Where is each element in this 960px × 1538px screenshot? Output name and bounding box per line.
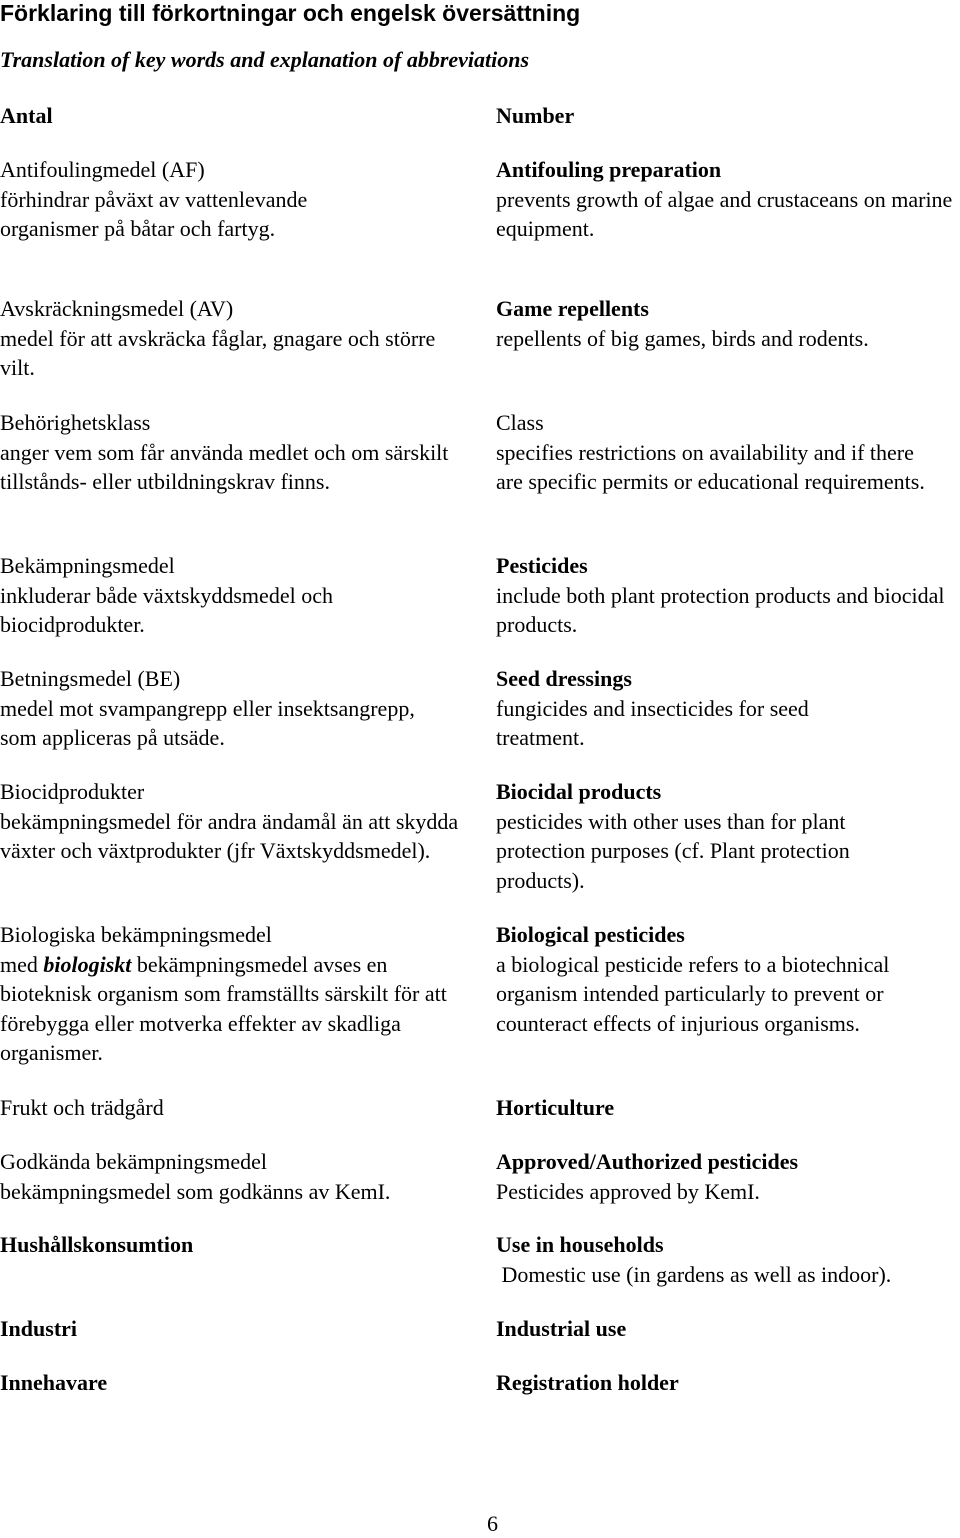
desc-sv: förhindrar påväxt av vattenlevande organismer på båtar och fartyg. [0,186,308,241]
glossary-entry-sv [0,1093,470,1123]
desc-sv: anger vem som får använda medlet och om särskilt tillstånds- eller utbildningskrav finns. [0,439,449,494]
desc-sv-pre: med [0,951,38,977]
term-sv: Avskräckningsmedel (AV) [0,296,234,321]
glossary-entry-sv [0,551,440,640]
term-en: Pesticides [496,553,588,578]
desc-en: Pesticides approved by KemI. [496,1178,760,1204]
desc-en: a biological pesticide refers to a biotechnical organism intended particularly to prevent or counteract effects of injurious organisms. [496,951,890,1036]
glossary-entry-sv [0,155,400,244]
desc-en: repellents of big games, birds and rodents. [496,325,869,351]
term-en: Antifouling preparation [496,157,722,182]
glossary-entry-sv [0,294,460,383]
term-sv: Frukt och trädgård [0,1095,164,1120]
page-title: Förklaring till förkortningar och engelsk översättning [0,0,581,26]
glossary-entry-sv [0,1230,470,1260]
glossary-entry-sv [0,101,470,131]
term-en: Biological pesticides [496,922,685,947]
page-subtitle: Translation of key words and explanation of abbreviations [0,47,530,72]
glossary-entry-sv [0,408,470,497]
term-sv: Betningsmedel (BE) [0,666,181,691]
term-en: Industrial use [496,1316,627,1341]
term-sv: Behörighetsklass [0,410,151,435]
glossary-entry-sv [0,777,470,866]
desc-en: pesticides with other uses than for plant protection purposes (cf. Plant protection products). [496,808,850,893]
term-sv: Hushållskonsumtion [0,1232,194,1257]
glossary-entry-en [496,294,960,353]
desc-sv: medel mot svampangrepp eller insektsangrepp, som appliceras på utsäde. [0,695,415,750]
glossary-entry-en [496,101,960,131]
term-en: Class [496,410,544,435]
desc-en: Domestic use (in gardens as well as indoor). [496,1261,892,1287]
term-en: Approved/Authorized pesticides [496,1149,799,1174]
page-number: 6 [487,1511,498,1536]
desc-sv [0,950,470,1068]
term-en: Horticulture [496,1095,615,1120]
desc-sv: inkluderar både växtskyddsmedel och biocidprodukter. [0,582,333,637]
glossary-entry-en [496,1314,960,1344]
glossary-entry-sv [0,1314,470,1344]
term-sv: Bekämpningsmedel [0,553,175,578]
term-sv: Industri [0,1316,78,1341]
desc-en: specifies restrictions on availability and if there are specific permits or educational requirements. [496,439,925,494]
glossary-entry-en [496,664,896,753]
term-sv: Biologiska bekämpningsmedel [0,922,272,947]
desc-sv: bekämpningsmedel som godkänns av KemI. [0,1178,391,1204]
glossary-entry-en [496,551,946,640]
term-sv: Biocidprodukter [0,779,145,804]
glossary-entry-en [496,1368,960,1398]
glossary-entry-en [496,1147,960,1206]
term-sv: Antifoulingmedel (AF) [0,157,205,182]
glossary-entry-sv [0,664,450,753]
desc-sv-post: bekämpningsmedel avses en bioteknisk organism som framställts särskilt för att förebygga eller motverka effekter av skadliga organismer. [0,951,447,1065]
term-sv: Antal [0,103,53,128]
term-en: Number [496,103,575,128]
glossary-entry-en [496,920,960,1038]
term-en: Seed dressings [496,666,632,691]
glossary-entry-en [496,1230,960,1289]
desc-sv: bekämpningsmedel för andra ändamål än att skydda växter och växtprodukter (jfr Växtskyddsmedel). [0,808,459,863]
term-en: Game repellents [496,296,649,321]
glossary-entry-en [496,155,960,244]
term-sv: Innehavare [0,1370,108,1395]
term-en: Registration holder [496,1370,679,1395]
desc-en: prevents growth of algae and crustaceans on marine equipment. [496,186,953,241]
glossary-entry-en [496,777,916,895]
glossary-entry-en [496,408,946,497]
desc-sv: medel för att avskräcka fåglar, gnagare och större vilt. [0,325,436,380]
term-sv: Godkända bekämpningsmedel [0,1149,267,1174]
desc-en: include both plant protection products and biocidal products. [496,582,945,637]
desc-sv-emphasis: biologiskt [43,951,132,977]
desc-en: fungicides and insecticides for seed treatment. [496,695,809,750]
glossary-entry-sv [0,920,470,1068]
term-en: Biocidal products [496,779,662,804]
glossary-entry-en [496,1093,960,1123]
term-en: Use in households [496,1232,664,1257]
glossary-entry-sv [0,1368,470,1398]
glossary-entry-sv [0,1147,470,1206]
